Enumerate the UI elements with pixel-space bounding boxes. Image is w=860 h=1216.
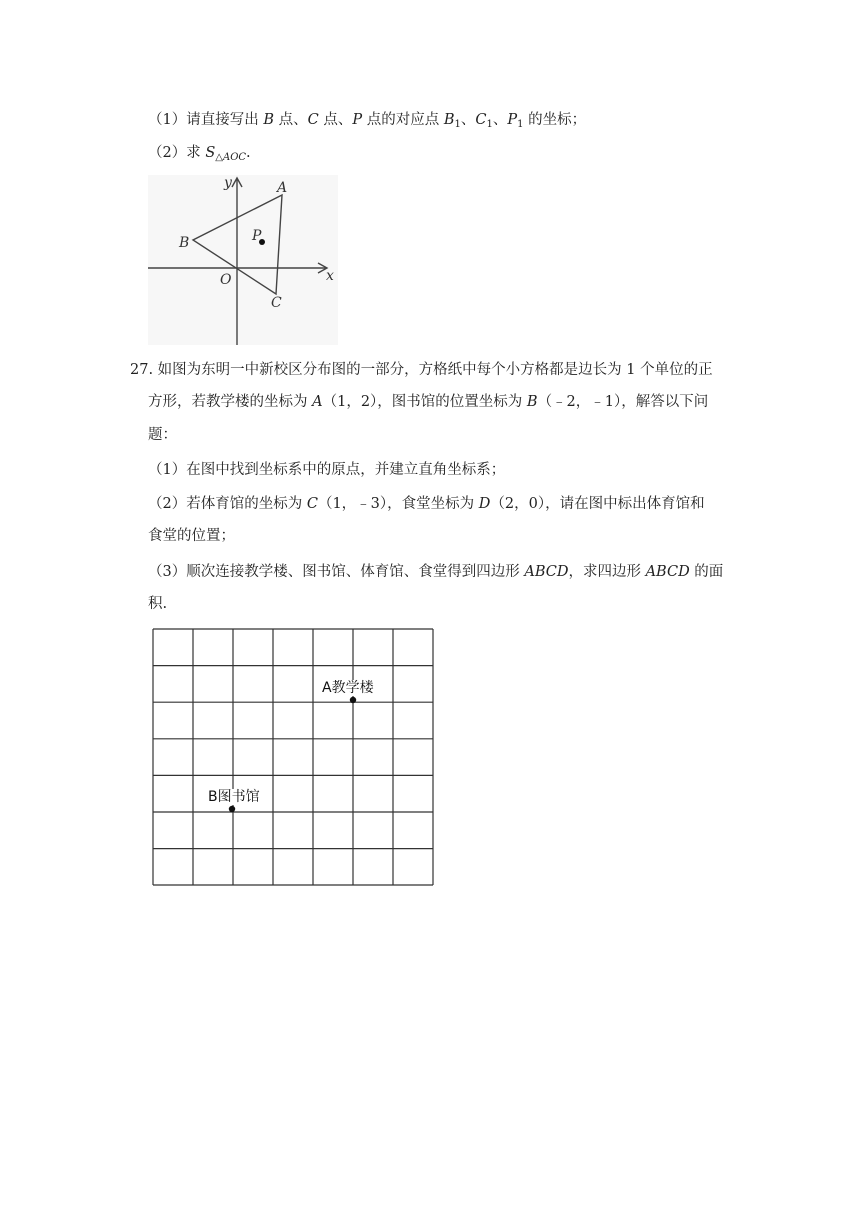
q27-part2: （2）若体育馆的坐标为 C（1，﹣3），食堂坐标为 D（2，0），请在图中标出体育馆和 bbox=[148, 496, 705, 512]
campus-grid-map bbox=[152, 628, 434, 886]
grid-lines bbox=[153, 629, 433, 885]
q27-line3: 题： bbox=[148, 427, 177, 443]
q27-part1: （1）在图中找到坐标系中的原点，并建立直角坐标系； bbox=[148, 462, 506, 478]
q27-part3: （3）顺次连接教学楼、图书馆、体育馆、食堂得到四边形 ABCD，求四边形 ABCD 的面 bbox=[148, 564, 724, 580]
library-label: B图书馆 bbox=[208, 789, 260, 805]
vertex-a-label: A bbox=[277, 180, 288, 196]
y-axis-label: y bbox=[224, 175, 232, 191]
x-axis-label: x bbox=[326, 268, 334, 284]
q26-part2: （2）求 $S_{\triangle AOC}$. bbox=[148, 145, 251, 163]
origin-label: O bbox=[220, 272, 232, 288]
q27-line2: 方形，若教学楼的坐标为 A（1，2），图书馆的位置坐标为 B（﹣2，﹣1），解答以下问 bbox=[148, 394, 709, 410]
vertex-c-label: C bbox=[271, 295, 282, 311]
campus-grid-svg bbox=[152, 628, 434, 886]
library-point bbox=[229, 806, 235, 812]
teaching-building-label: A教学楼 bbox=[322, 680, 374, 696]
q27-line1: 27. 如图为东明一中新校区分布图的一部分，方格纸中每个小方格都是边长为 1 个单位的正 bbox=[130, 362, 713, 378]
triangle-coordinate-figure bbox=[148, 175, 338, 345]
triangle-figure-svg bbox=[148, 175, 338, 345]
point-p-label: P bbox=[252, 228, 262, 244]
q27-part2-cont: 食堂的位置； bbox=[148, 528, 235, 544]
vertex-b-label: B bbox=[179, 235, 190, 251]
teaching-building-point bbox=[350, 697, 356, 703]
q27-part3-cont: 积. bbox=[148, 596, 168, 612]
q26-part1: （1）请直接写出 B 点、C 点、P 点的对应点 $B_1$、$C_1$、$P_1$ 的坐标； bbox=[148, 112, 587, 130]
